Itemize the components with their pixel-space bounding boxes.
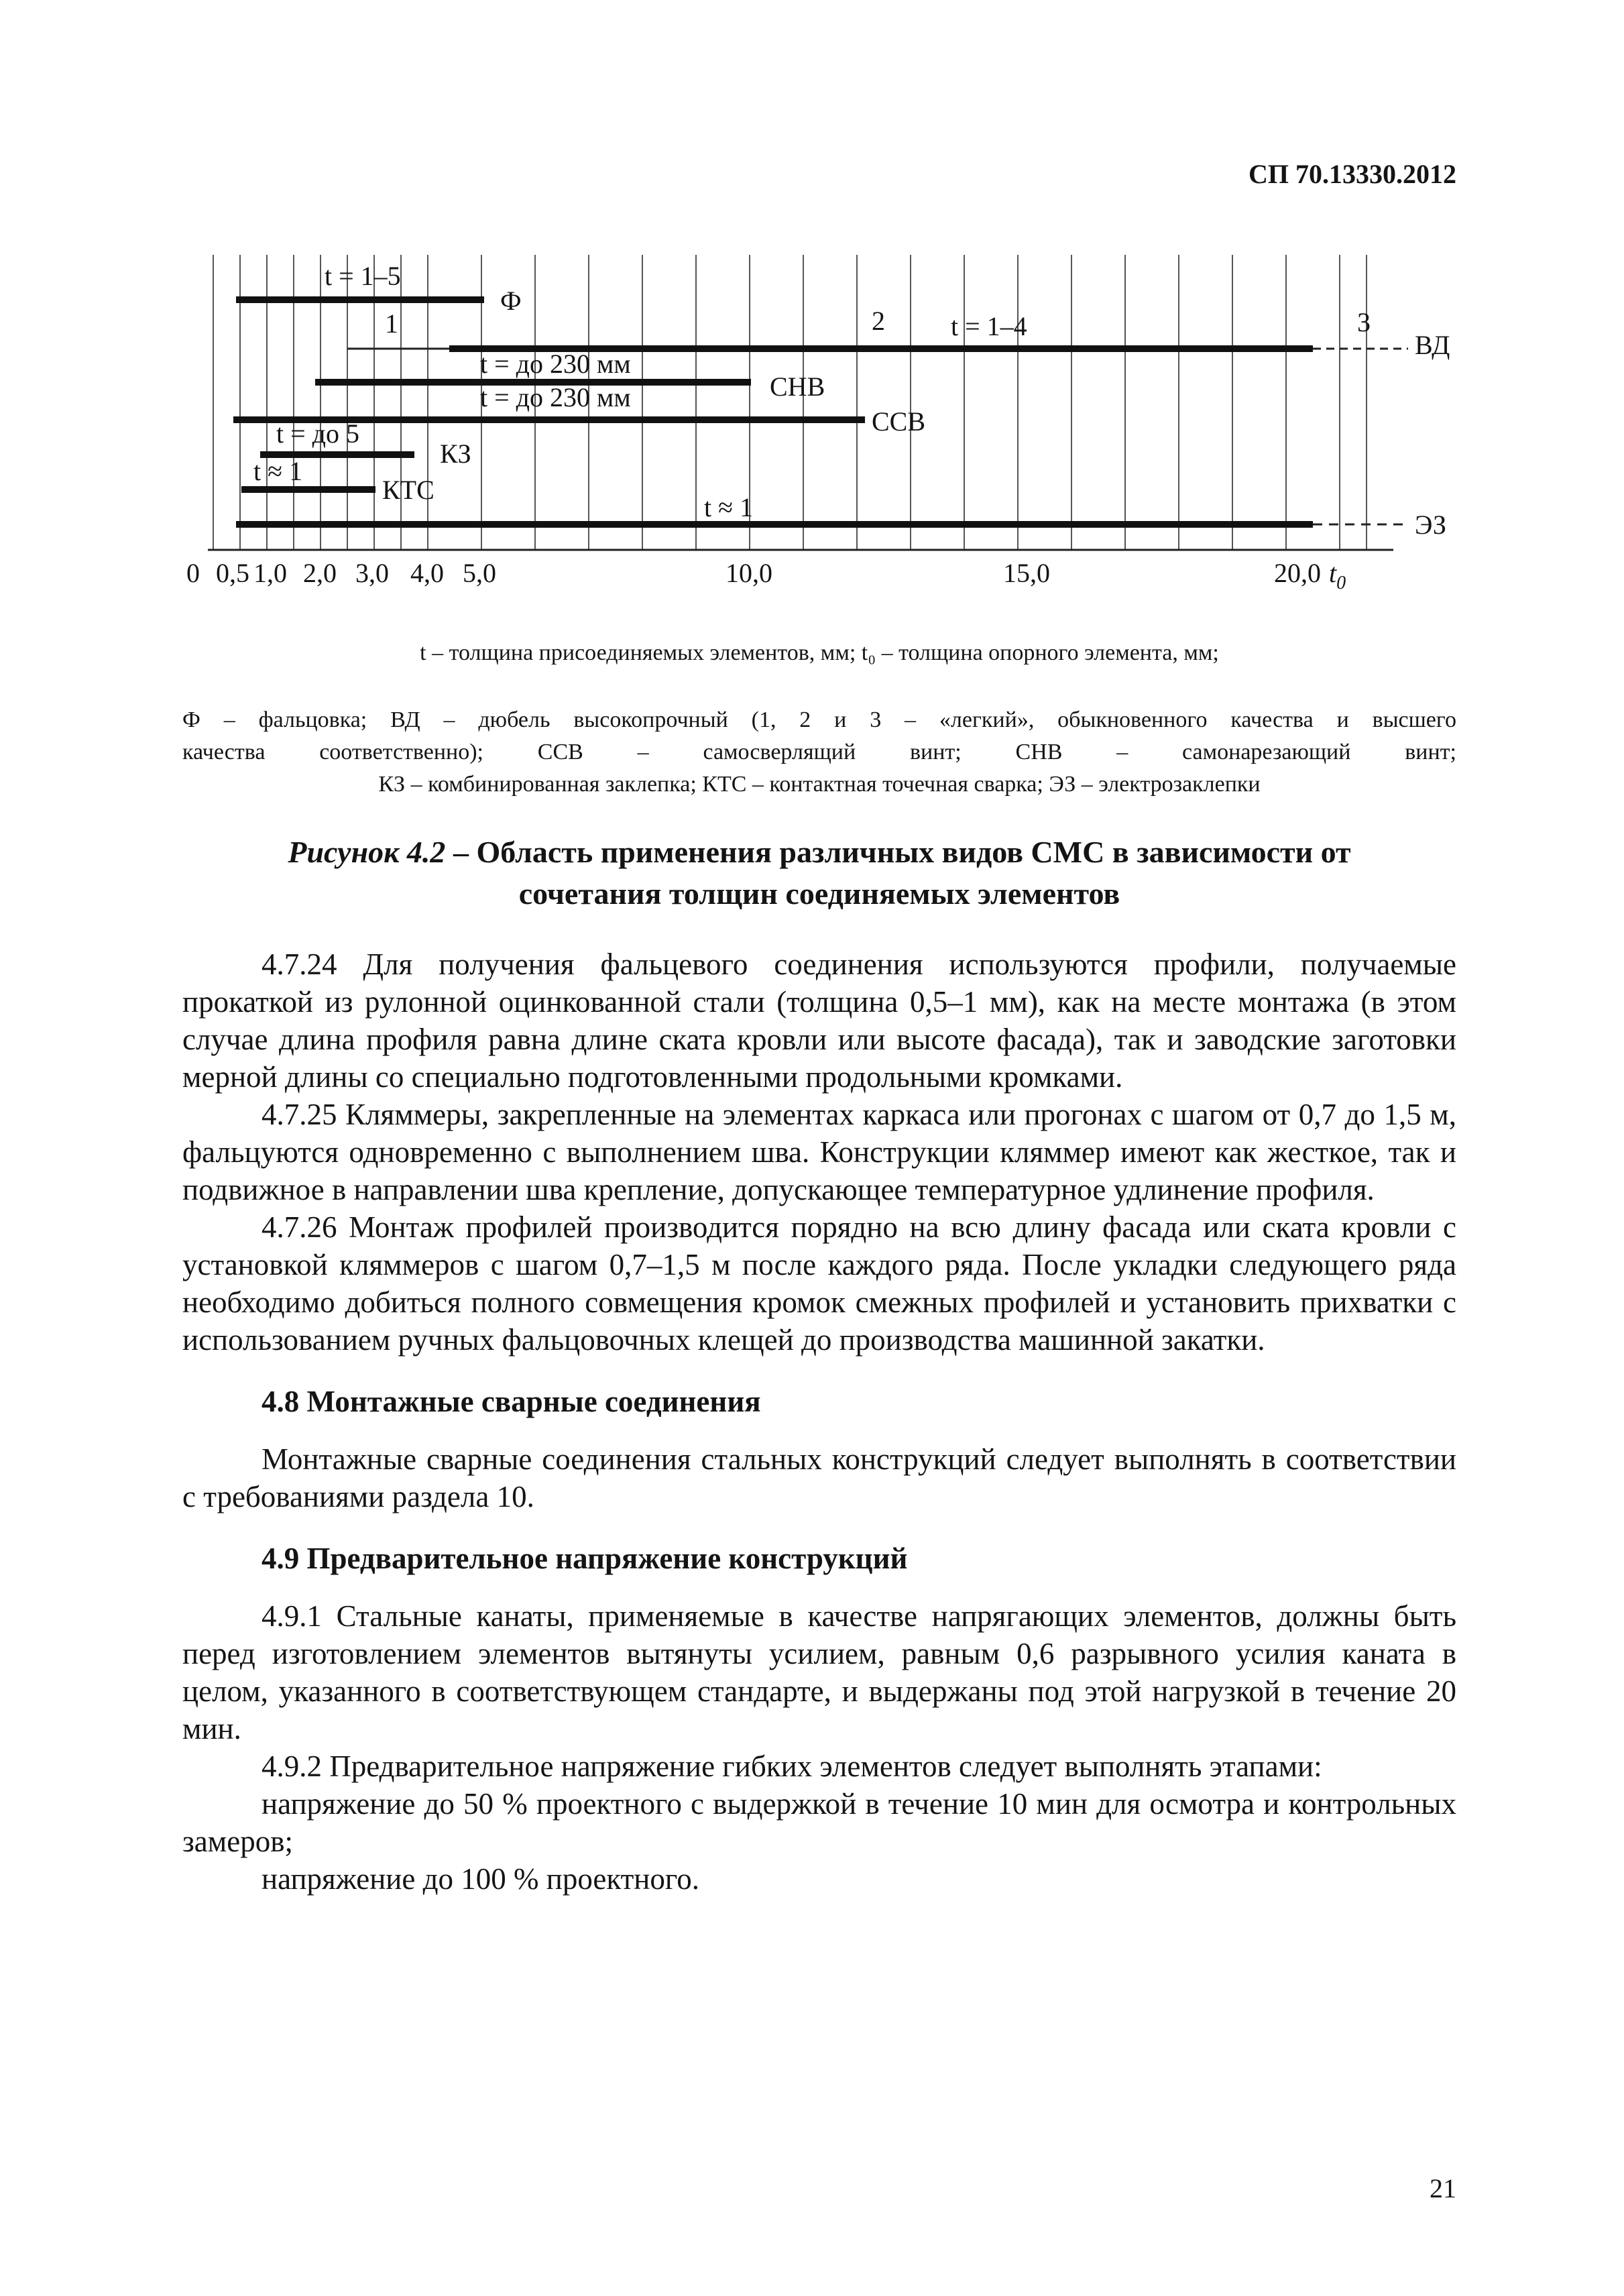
figure-legend-line-2: качества соответственно); ССВ – самосверлящий винт; СНВ – самонарезающий винт; bbox=[182, 740, 1456, 764]
paragraph-4-7-26: 4.7.26 Монтаж профилей производится порядно на всю длину фасада или ската кровли с установкой кляммеров с шагом 0,7–1,5 м после каждого ряда. После укладки следующего ряда необходимо добиться полного совмещения кромок смежных профилей и установить прихватки с использованием ручных фальцовочных клещей до производства машинной закатки. bbox=[182, 1210, 1456, 1357]
figure-title bbox=[182, 831, 1456, 915]
x-tick-10: 10,0 bbox=[726, 558, 772, 588]
t-label-vd: t = 1–4 bbox=[951, 311, 1027, 341]
heading-4-8: 4.8 Монтажные сварные соединения bbox=[262, 1385, 761, 1418]
t-label-ssv: t = до 230 мм bbox=[480, 382, 631, 412]
t-label-snv: t = до 230 мм bbox=[480, 349, 631, 379]
x-tick-0-5: 0,5 bbox=[216, 558, 249, 588]
figure-title-text-1: – Область применения различных видов СМС в зависимости от bbox=[445, 835, 1351, 869]
x-tick-1: 1,0 bbox=[253, 558, 287, 588]
document-code: СП 70.13330.2012 bbox=[1249, 159, 1456, 189]
paragraph-4-7-25: 4.7.25 Кляммеры, закрепленные на элементах каркаса или прогонах с шагом от 0,7 до 1,5 м, фальцуются одновременно с выполнением шва. Конструкции кляммер имеют как жесткое, так и подвижное в направлении шва крепление, допускающее температурное удлинение профиля. bbox=[182, 1098, 1456, 1206]
label-ez: ЭЗ bbox=[1415, 510, 1446, 540]
x-axis-symbol: $t_0$ bbox=[1329, 558, 1346, 593]
x-tick-3: 3,0 bbox=[355, 558, 389, 588]
x-tick-4: 4,0 bbox=[410, 558, 444, 588]
t-label-kts: t ≈ 1 bbox=[253, 456, 303, 486]
paragraph-4-9-1: 4.9.1 Стальные канаты, применяемые в качестве напрягающих элементов, должны быть перед изготовлением элементов вытянуты усилием, равным 0,6 разрывного усилия каната в целом, указанного в соответствующем стандарте, и выдержаны под этой нагрузкой в течение 20 мин. bbox=[182, 1599, 1456, 1745]
label-ssv: ССВ bbox=[872, 406, 926, 437]
label-vd2: 2 bbox=[872, 306, 885, 336]
t-label-ez: t ≈ 1 bbox=[704, 492, 754, 522]
label-f: Ф bbox=[500, 286, 522, 316]
x-tick-2: 2,0 bbox=[303, 558, 337, 588]
figure-legend-line-1: Ф – фальцовка; ВД – дюбель высокопрочный (1, 2 и 3 – «легкий», обыкновенного качества и высшего bbox=[182, 707, 1456, 732]
label-vd3: 3 bbox=[1357, 307, 1371, 337]
paragraph-4-9-2-a: напряжение до 50 % проектного с выдержкой в течение 10 мин для осмотра и контрольных замеров; bbox=[182, 1787, 1456, 1858]
heading-4-9: 4.9 Предварительное напряжение конструкций bbox=[262, 1542, 908, 1575]
label-vd1: 1 bbox=[385, 308, 398, 339]
figure-4-2 bbox=[0, 0, 1624, 617]
x-tick-0: 0 bbox=[186, 558, 200, 588]
paragraph-4-9-2-b: напряжение до 100 % проектного. bbox=[262, 1862, 699, 1896]
paragraph-4-8: Монтажные сварные соединения стальных конструкций следует выполнять в соответствии с требованиями раздела 10. bbox=[182, 1442, 1456, 1513]
t-label-kz: t = до 5 bbox=[276, 418, 360, 449]
t-label-f: t = 1–5 bbox=[325, 261, 401, 291]
page-number: 21 bbox=[1430, 2173, 1456, 2203]
label-vd: ВД bbox=[1415, 330, 1450, 360]
figure-4-2-diagram bbox=[0, 0, 1624, 617]
body-text bbox=[182, 945, 1456, 1898]
figure-title-label: Рисунок 4.2 bbox=[288, 835, 446, 869]
label-kz: КЗ bbox=[440, 439, 471, 469]
x-tick-5: 5,0 bbox=[463, 558, 496, 588]
figure-title-text-2: сочетания толщин соединяемых элементов bbox=[518, 876, 1120, 911]
label-snv: СНВ bbox=[770, 371, 825, 402]
figure-caption-symbols: t – толщина присоединяемых элементов, мм; t₀ – толщина опорного элемента, мм; bbox=[420, 640, 1219, 665]
paragraph-4-7-24: 4.7.24 Для получения фальцевого соединения используются профили, получаемые прокаткой из рулонной оцинкованной стали (толщина 0,5–1 мм), как на месте монтажа (в этом случае длина профиля равна длине ската кровли или высоте фасада), так и заводские заготовки мерной длины со специально подготовленными продольными кромками. bbox=[182, 948, 1456, 1094]
figure-legend-line-3: КЗ – комбинированная заклепка; КТС – контактная точечная сварка; ЭЗ – электрозаклепки bbox=[378, 772, 1261, 797]
paragraph-4-9-2: 4.9.2 Предварительное напряжение гибких элементов следует выполнять этапами: bbox=[262, 1749, 1322, 1783]
label-kts: КТС bbox=[382, 475, 434, 505]
x-tick-15: 15,0 bbox=[1003, 558, 1050, 588]
x-tick-20: 20,0 bbox=[1274, 558, 1321, 588]
